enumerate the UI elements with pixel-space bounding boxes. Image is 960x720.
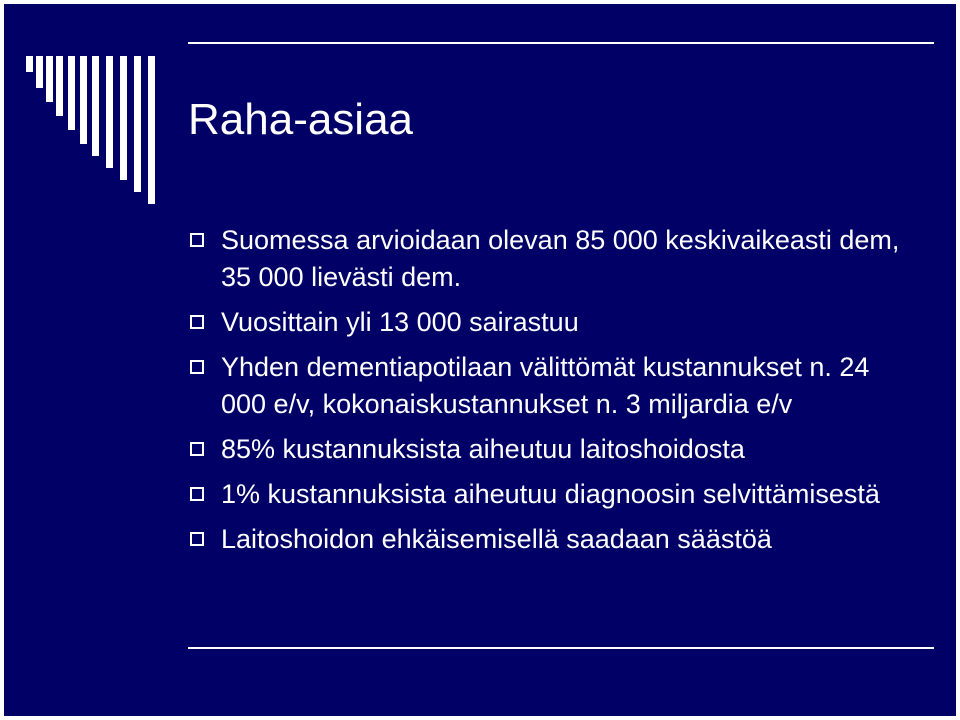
bullet-item xyxy=(188,304,918,341)
top-divider xyxy=(188,42,934,44)
bullet-item xyxy=(188,349,918,423)
bullet-item xyxy=(188,222,918,296)
slide-title: Raha-asiaa xyxy=(188,95,414,144)
bullet-text: Vuosittain yli 13 000 sairastuu xyxy=(221,307,579,337)
stripe-7 xyxy=(92,56,99,156)
square-bullet-icon xyxy=(190,360,204,374)
square-bullet-icon xyxy=(190,487,204,501)
stripe-11 xyxy=(148,56,155,204)
square-bullet-icon xyxy=(190,233,204,247)
bullet-item xyxy=(188,521,918,558)
bullet-text: 85% kustannuksista aiheutuu laitoshoidosta xyxy=(221,434,745,464)
stripe-2 xyxy=(36,56,43,88)
stripe-9 xyxy=(120,56,127,180)
stripe-4 xyxy=(56,56,63,116)
bullet-text: Yhden dementiapotilaan välittömät kustannukset n. 24 000 e/v, kokonaiskustannukset n. 3 miljardia e/v xyxy=(221,352,870,419)
stripe-10 xyxy=(134,56,141,192)
bullet-list xyxy=(188,222,918,558)
decorative-stripes xyxy=(24,48,164,208)
stripe-5 xyxy=(68,56,75,130)
stripe-1 xyxy=(26,56,33,72)
bullet-item xyxy=(188,476,918,513)
stripe-6 xyxy=(80,56,87,144)
stripe-8 xyxy=(106,56,113,168)
square-bullet-icon xyxy=(190,442,204,456)
bullet-text: Laitoshoidon ehkäisemisellä saadaan säästöä xyxy=(221,524,772,554)
slide xyxy=(4,4,956,716)
square-bullet-icon xyxy=(190,315,204,329)
bullet-text: 1% kustannuksista aiheutuu diagnoosin selvittämisestä xyxy=(221,479,880,509)
bullet-item xyxy=(188,431,918,468)
bullet-text: Suomessa arvioidaan olevan 85 000 keskivaikeasti dem, 35 000 lievästi dem. xyxy=(221,225,900,292)
stripes-group xyxy=(26,56,155,204)
bottom-divider xyxy=(188,647,934,649)
square-bullet-icon xyxy=(190,532,204,546)
stripe-3 xyxy=(46,56,53,102)
